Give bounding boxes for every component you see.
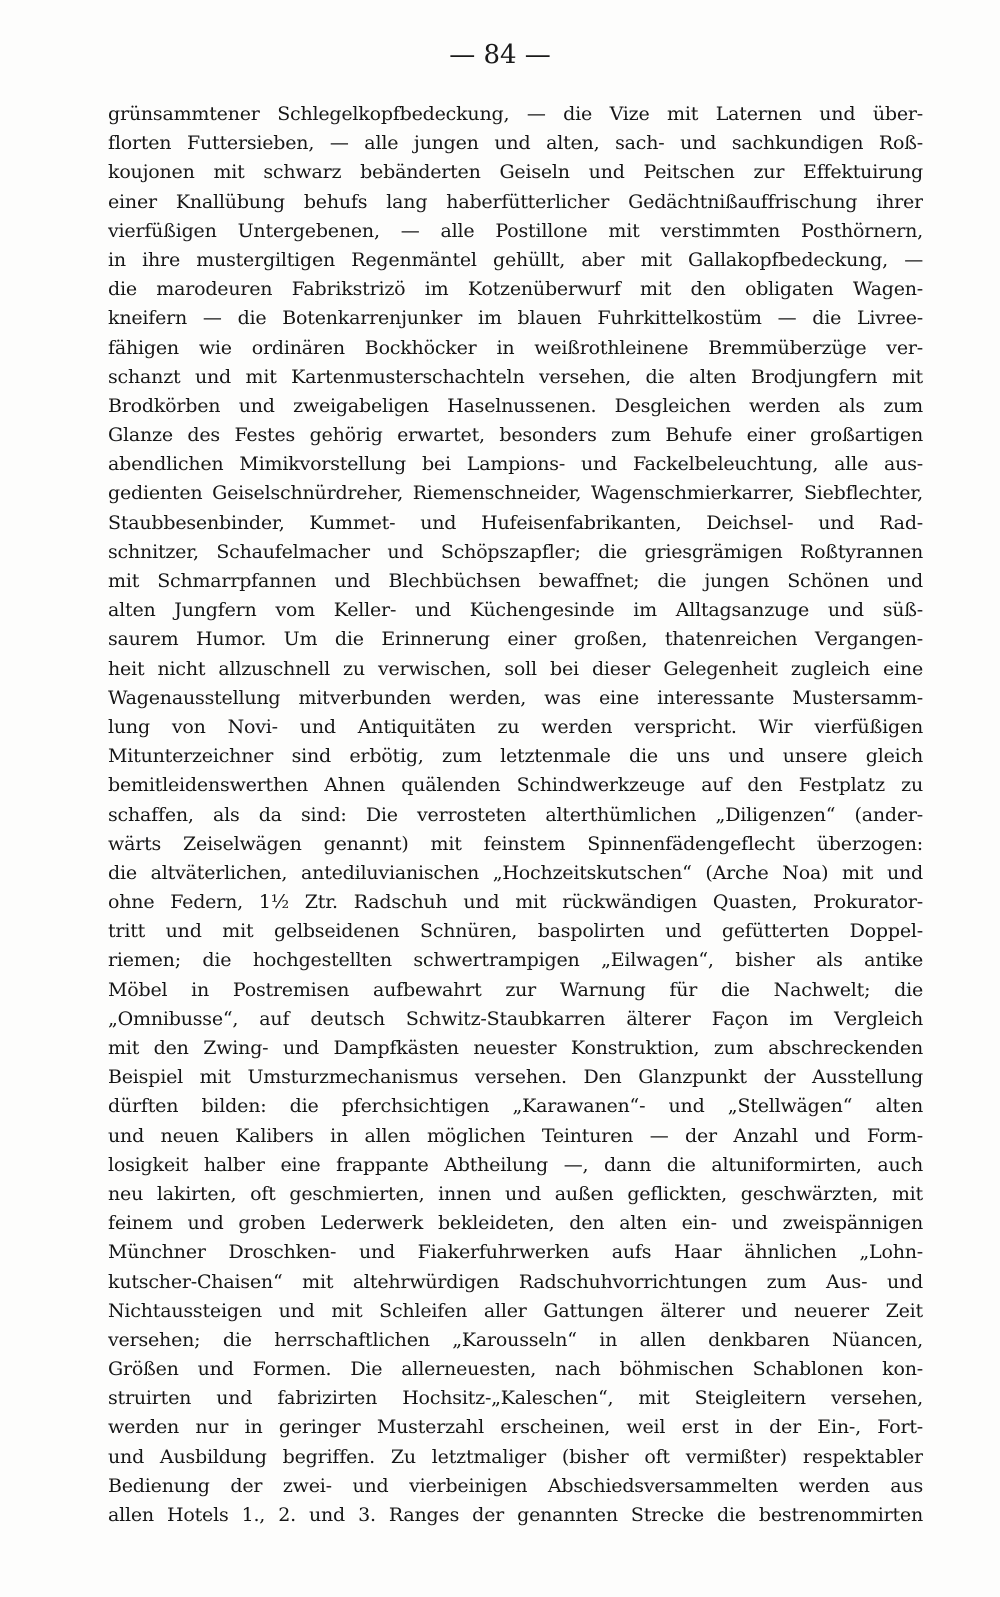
- text-line: wärts Zeiselwägen genannt) mit feinstem Spinnenfädengeflecht überzogen:: [108, 832, 923, 855]
- text-line: lung von Novi- und Antiquitäten zu werden verspricht. Wir vierfüßigen: [108, 715, 923, 738]
- body-text: [108, 100, 923, 1530]
- text-line: Nichtaussteigen und mit Schleifen aller Gattungen älterer und neuerer Zeit: [108, 1299, 923, 1322]
- text-line: Mitunterzeichner sind erbötig, zum letztenmale die uns und unsere gleich: [108, 745, 923, 768]
- text-line: die altväterlichen, antediluvianischen „Hochzeitskutschen“ (Arche Noa) mit und: [108, 861, 923, 884]
- text-line: dürften bilden: die pferchsichtigen „Karawanen“- und „Stellwägen“ alten: [108, 1095, 923, 1118]
- text-line: schanzt und mit Kartenmusterschachteln versehen, die alten Brodjungfern mit: [108, 365, 923, 388]
- text-line: gedienten Geiselschnürdreher, Riemenschneider, Wagenschmierkarrer, Siebflechter,: [108, 482, 923, 505]
- text-line: koujonen mit schwarz bebänderten Geiseln und Peitschen zur Effektuirung: [108, 161, 923, 184]
- text-line: Glanze des Festes gehörig erwartet, besonders zum Behufe einer großartigen: [108, 424, 923, 447]
- text-line: heit nicht allzuschnell zu verwischen, soll bei dieser Gelegenheit zugleich eine: [108, 657, 923, 680]
- text-line: mit Schmarrpfannen und Blechbüchsen bewaffnet; die jungen Schönen und: [108, 570, 923, 592]
- text-line: grünsammtener Schlegelkopfbedeckung, — die Vize mit Laternen und über-: [108, 103, 923, 125]
- text-line: alten Jungfern vom Keller- und Küchengesinde im Alltagsanzuge und süß-: [108, 599, 923, 622]
- text-line: florten Futtersieben, — alle jungen und alten, sach- und sachkundigen Roß-: [108, 132, 923, 155]
- text-line: schaffen, als da sind: Die verrosteten alterthümlichen „Diligenzen“ (ander-: [108, 803, 923, 826]
- text-line: Möbel in Postremisen aufbewahrt zur Warnung für die Nachwelt; die: [108, 978, 923, 1001]
- text-line: Bedienung der zwei- und vierbeinigen Abschiedsversammelten werden aus: [108, 1474, 923, 1497]
- text-line: struirten und fabrizirten Hochsitz-„Kaleschen“, mit Steigleitern versehen,: [108, 1387, 923, 1410]
- text-line: versehen; die herrschaftlichen „Karousseln“ in allen denkbaren Nüancen,: [108, 1328, 923, 1351]
- text-line: „Omnibusse“, auf deutsch Schwitz-Staubkarren älterer Façon im Vergleich: [108, 1007, 923, 1030]
- text-line: kutscher-Chaisen“ mit altehrwürdigen Radschuhvorrichtungen zum Aus- und: [108, 1270, 923, 1293]
- text-line: in ihre mustergiltigen Regenmäntel gehüllt, aber mit Gallakopfbedeckung, —: [108, 248, 923, 271]
- text-line: Beispiel mit Umsturzmechanismus versehen. Den Glanzpunkt der Ausstellung: [108, 1066, 923, 1089]
- text-line: Wagenausstellung mitverbunden werden, was eine interessante Mustersamm-: [108, 686, 923, 709]
- text-line: allen Hotels 1., 2. und 3. Ranges der genannten Strecke die bestrenommirten: [108, 1504, 923, 1526]
- text-line: Münchner Droschken- und Fiakerfuhrwerken aufs Haar ähnlichen „Lohn-: [108, 1241, 923, 1264]
- page-number: — 84 —: [449, 40, 551, 70]
- text-line: abendlichen Mimikvorstellung bei Lampions- und Fackelbeleuchtung, alle aus-: [108, 453, 923, 476]
- text-line: Größen und Formen. Die allerneuesten, nach böhmischen Schablonen kon-: [108, 1358, 923, 1381]
- text-line: bemitleidenswerthen Ahnen quälenden Schindwerkzeuge auf den Festplatz zu: [108, 774, 923, 797]
- text-line: neu lakirten, oft geschmierten, innen und außen geflickten, geschwärzten, mit: [108, 1182, 923, 1205]
- text-line: tritt und mit gelbseidenen Schnüren, baspolirten und gefütterten Doppel-: [108, 920, 923, 943]
- text-line: kneifern — die Botenkarrenjunker im blauen Fuhrkittelkostüm — die Livree-: [108, 307, 923, 330]
- text-line: feinem und groben Lederwerk bekleideten, den alten ein- und zweispännigen: [108, 1212, 923, 1235]
- text-line: Brodkörben und zweigabeligen Haselnussenen. Desgleichen werden als zum: [108, 394, 923, 417]
- text-line: werden nur in geringer Musterzahl erscheinen, weil erst in der Ein-, Fort-: [108, 1416, 923, 1439]
- text-line: ohne Federn, 1½ Ztr. Radschuh und mit rückwändigen Quasten, Prokurator-: [108, 891, 923, 914]
- text-line: die marodeuren Fabrikstrizö im Kotzenüberwurf mit den obligaten Wagen-: [108, 278, 923, 301]
- text-line: vierfüßigen Untergebenen, — alle Postillone mit verstimmten Posthörnern,: [108, 219, 923, 242]
- text-line: saurem Humor. Um die Erinnerung einer großen, thatenreichen Vergangen-: [108, 628, 923, 651]
- text-line: mit den Zwing- und Dampfkästen neuester Konstruktion, zum abschreckenden: [108, 1037, 923, 1059]
- text-line: Staubbesenbinder, Kummet- und Hufeisenfabrikanten, Deichsel- und Rad-: [108, 511, 923, 534]
- text-line: einer Knallübung behufs lang haberfütterlicher Gedächtnißauffrischung ihrer: [108, 190, 923, 213]
- text-line: und neuen Kalibers in allen möglichen Teinturen — der Anzahl und Form-: [108, 1124, 923, 1147]
- text-line: fähigen wie ordinären Bockhöcker in weißrothleinene Bremmüberzüge ver-: [108, 336, 923, 359]
- text-line: schnitzer, Schaufelmacher und Schöpszapfler; die griesgrämigen Roßtyrannen: [108, 540, 923, 563]
- text-line: riemen; die hochgestellten schwertrampigen „Eilwagen“, bisher als antike: [108, 949, 923, 972]
- text-line: losigkeit halber eine frappante Abtheilung —, dann die altuniformirten, auch: [108, 1153, 923, 1176]
- text-line: und Ausbildung begriffen. Zu letztmaliger (bisher oft vermißter) respektabler: [108, 1445, 923, 1468]
